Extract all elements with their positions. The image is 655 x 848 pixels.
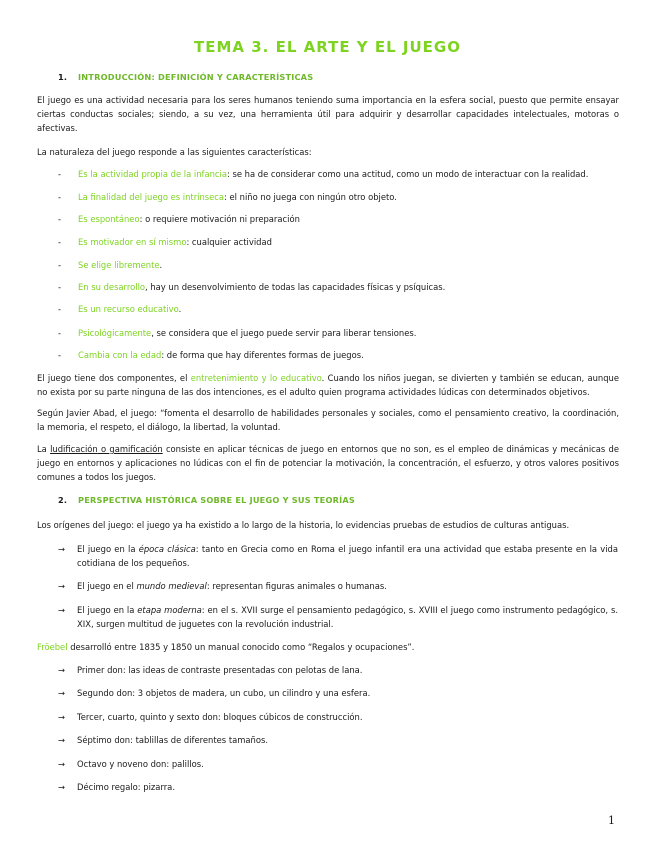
list-item-text: Segundo don: 3 objetos de madera, un cubo, un cilindro y una esfera. — [77, 688, 371, 698]
list-item-text: El juego en la época clásica: tanto en Grecia como en Roma el juego infantil era una actividad que estaba presente en la vida cotidiana de los pequeños. — [77, 544, 618, 569]
section-heading-2 — [58, 495, 355, 505]
list-item-text: Octavo y noveno don: palillos. — [77, 759, 204, 769]
highlight-text: entretenimiento y lo educativo — [190, 373, 322, 383]
list-item-text: Es espontáneo: o requiere motivación ni preparación — [78, 214, 300, 224]
list-item-text: Psicológicamente, se considera que el juego puede servir para liberar tensiones. — [78, 328, 417, 338]
section-number: 2. — [58, 495, 68, 505]
list-item-text: Es motivador en sí mismo: cualquier actividad — [78, 237, 272, 247]
arrow-icon: → — [58, 735, 66, 745]
list-item-text: Séptimo don: tablillas de diferentes tamaños. — [77, 735, 268, 745]
list-item-text: Décimo regalo: pizarra. — [77, 782, 175, 792]
arrow-icon: → — [58, 712, 66, 722]
section-number: 1. — [58, 72, 68, 82]
highlight-text: Psicológicamente — [78, 328, 152, 338]
arrow-icon: → — [58, 782, 66, 792]
arrow-icon: → — [58, 581, 66, 591]
components-paragraph: El juego tiene dos componentes, el entretenimiento y lo educativo. Cuando los niños juegan, se divierten y también se educan, aunque no exista por su parte ninguna de las dos intenciones, es el adulto quien programa actividades lúdicas con determinados objetivos. — [37, 373, 620, 398]
section-heading-1 — [58, 72, 313, 82]
bullet-marker: - — [58, 214, 62, 224]
list-item-text: Es un recurso educativo. — [78, 304, 182, 314]
list-item-text: El juego en el mundo medieval: representan figuras animales o humanas. — [77, 581, 387, 591]
section-label: INTRODUCCIÓN: DEFINICIÓN Y CARACTERÍSTICAS — [78, 72, 314, 82]
ludification-paragraph: La ludificación o gamificación consiste en aplicar técnicas de juego en entornos que no son, es el empleo de dinámicas y mecánicas de juego en entornos y aplicaciones no lúdicas con el fin de potenciar la motivación, la concentración, el esfuerzo, y otros valores positivos comunes a todos los juegos. — [37, 444, 620, 483]
arrow-icon: → — [58, 544, 66, 554]
list-item-text: Primer don: las ideas de contraste presentadas con pelotas de lana. — [77, 665, 363, 675]
bullet-marker: - — [58, 169, 62, 179]
highlight-text: Es la actividad propia de la infancia — [78, 169, 227, 179]
italic-text: época clásica — [138, 544, 196, 554]
intro-paragraph: El juego es una actividad necesaria para los seres humanos teniendo suma importancia en la esfera social, puesto que permite ensayar ciertas conductas sociales; siendo, a su vez, una herramienta útil para adquirir y desarrollar capacidades intelectuales, motoras o afectivas. — [37, 95, 619, 134]
highlight-text: La finalidad del juego es intrínseca — [78, 192, 225, 202]
arrow-icon: → — [58, 688, 66, 698]
italic-text: etapa moderna — [137, 605, 202, 615]
arrow-icon: → — [58, 605, 66, 615]
bullet-marker: - — [58, 260, 62, 270]
highlight-text: En su desarrollo — [78, 282, 146, 292]
bullet-marker: - — [58, 350, 62, 360]
origins-paragraph: Los orígenes del juego: el juego ya ha existido a lo largo de la historia, lo evidencias pruebas de estudios de culturas antiguas. — [37, 520, 570, 530]
italic-text: mundo medieval — [136, 581, 207, 591]
list-item-text: En su desarrollo, hay un desenvolvimiento de todas las capacidades físicas y psíquicas. — [78, 282, 446, 292]
page-title: TEMA 3. EL ARTE Y EL JUEGO — [194, 38, 461, 56]
bullet-marker: - — [58, 304, 62, 314]
list-item-text: Es la actividad propia de la infancia: se ha de considerar como una actitud, como un modo de interactuar con la realidad. — [78, 169, 589, 179]
highlight-text: Fröebel — [37, 642, 68, 652]
bullet-marker: - — [58, 192, 62, 202]
page-number: 1 — [608, 814, 615, 827]
abad-quote-paragraph: Según Javier Abad, el juego: “fomenta el desarrollo de habilidades personales y sociales, como el pensamiento creativo, la coordinación, la memoria, el respeto, el diálogo, la libertad, la voluntad. — [37, 408, 619, 433]
bullet-marker: - — [58, 328, 62, 338]
highlight-text: Es un recurso educativo — [78, 304, 179, 314]
froebel-paragraph: Fröebel desarrolló entre 1835 y 1850 un manual conocido como “Regalos y ocupaciones”. — [37, 642, 415, 652]
list-item-text: Se elige libremente. — [78, 260, 163, 270]
highlight-text: Cambia con la edad — [78, 350, 162, 360]
arrow-icon: → — [58, 665, 66, 675]
bullet-marker: - — [58, 282, 62, 292]
highlight-text: Es motivador en sí mismo — [78, 237, 187, 247]
highlight-text: Es espontáneo — [78, 214, 140, 224]
list-item-text: Tercer, cuarto, quinto y sexto don: bloques cúbicos de construcción. — [77, 712, 363, 722]
list-item-text: El juego en la etapa moderna: en el s. XVII surge el pensamiento pedagógico, s. XVIII el juego como instrumento pedagógico, s. XIX, surgen multitud de juguetes con la revolución industrial. — [77, 605, 618, 630]
characteristics-intro: La naturaleza del juego responde a las siguientes características: — [37, 147, 312, 157]
arrow-icon: → — [58, 759, 66, 769]
bullet-marker: - — [58, 237, 62, 247]
list-item-text: La finalidad del juego es intrínseca: el niño no juega con ningún otro objeto. — [78, 192, 397, 202]
highlight-text: Se elige libremente — [78, 260, 160, 270]
list-item-text: Cambia con la edad: de forma que hay diferentes formas de juegos. — [78, 350, 364, 360]
section-label: PERSPECTIVA HISTÓRICA SOBRE EL JUEGO Y SUS TEORÍAS — [78, 495, 356, 505]
